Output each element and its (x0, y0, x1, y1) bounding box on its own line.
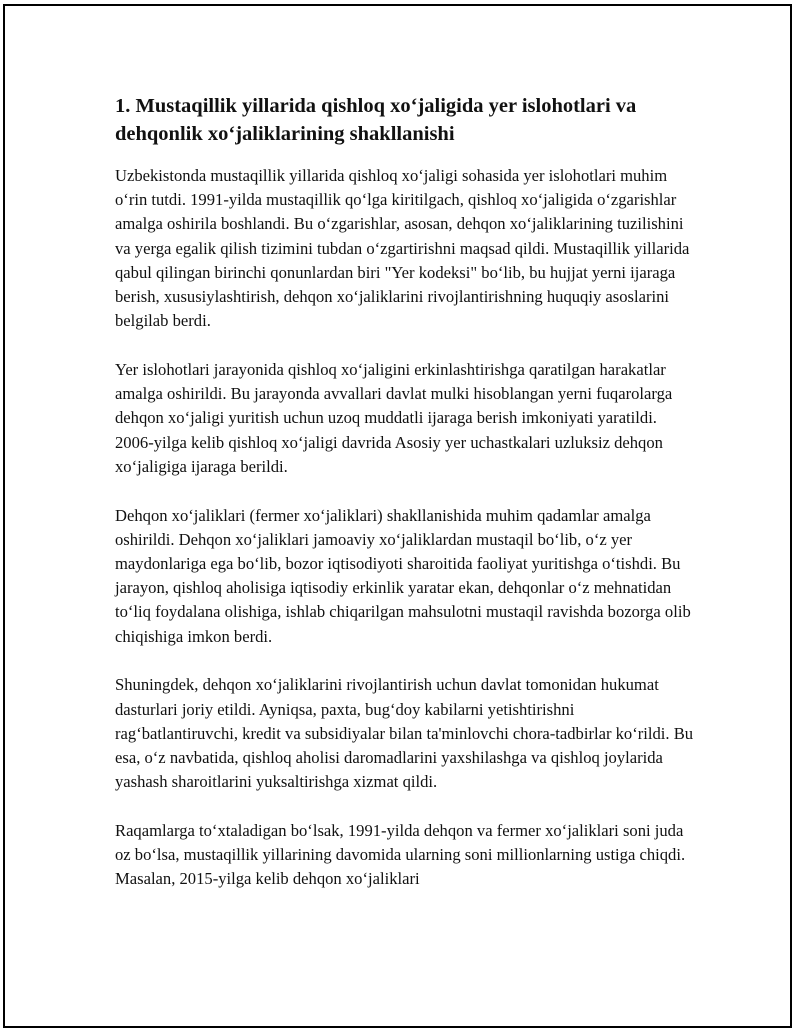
paragraph-3: Dehqon xo‘jaliklari (fermer xo‘jaliklari) shakllanishida muhim qadamlar amalga oshirildi. Dehqon xo‘jaliklari jamoaviy xo‘jaliklardan mustaqil bo‘lib, o‘z yer maydonlariga ega bo‘lib, bozor iqtisodiyoti sharoitida faoliyat yuritishga o‘tishdi. Bu jarayon, qishloq aholisiga iqtisodiy erkinlik yaratar ekan, dehqonlar o‘z mehnatidan to‘liq foydalana olishiga, ishlab chiqarilgan mahsulotni mustaqil ravishda bozorga olib chiqishiga imkon berdi. (115, 505, 691, 646)
document-body (115, 92, 695, 916)
paragraph-4: Shuningdek, dehqon xo‘jaliklarini rivojlantirish uchun davlat tomonidan hukumat dasturlari joriy etildi. Ayniqsa, paxta, bug‘doy kabilarni yetishtirishni rag‘batlantiruvchi, kredit va subsidiyalar bilan ta'minlovchi chora-tadbirlar ko‘rildi. Bu esa, o‘z navbatida, qishloq aholisi daromadlarini yaxshilashga va qishloq joylarida yashash sharoitlarini yuksaltirishga xizmat qildi. (115, 675, 694, 792)
paragraph-1: Uzbekistonda mustaqillik yillarida qishloq xo‘jaligi sohasida yer islohotlari muhim o‘rin tutdi. 1991-yilda mustaqillik qo‘lga kiritilgach, qishloq xo‘jaligida o‘zgarishlar amalga oshirila boshlandi. Bu o‘zgarishlar, asosan, dehqon xo‘jaliklarining tuzilishini va yerga egalik qilish tizimini tubdan o‘zgartirishni maqsad qildi. Mustaqillik yillarida qabul qilingan birinchi qonunlardan biri "Yer kodeksi" bo‘lib, bu hujjat yerni ijaraga berish, xususiylashtirish, dehqon xo‘jaliklarini rivojlantirishning huquqiy asoslarini belgilab berdi. (115, 166, 690, 331)
paragraph-2: Yer islohotlari jarayonida qishloq xo‘jaligini erkinlashtirishga qaratilgan harakatlar amalga oshirildi. Bu jarayonda avvallari davlat mulki hisoblangan yerni fuqarolarga dehqon xo‘jaligi yuritish uchun uzoq muddatli ijaraga berish imkoniyati yaratildi. 2006-yilga kelib qishloq xo‘jaligi davrida Asosiy yer uchastkalari uzluksiz dehqon xo‘jaligiga ijaraga berildi. (115, 360, 673, 476)
document-title: 1. Mustaqillik yillarida qishloq xo‘jaligida yer islohotlari va dehqonlik xo‘jaliklarining shakllanishi (115, 95, 637, 145)
paragraph-5: Raqamlarga to‘xtaladigan bo‘lsak, 1991-yilda dehqon va fermer xo‘jaliklari soni juda oz bo‘lsa, mustaqillik yillarining davomida ularning soni millionlarning ustiga chiqdi. Masalan, 2015-yilga kelib dehqon xo‘jaliklari (115, 821, 686, 889)
